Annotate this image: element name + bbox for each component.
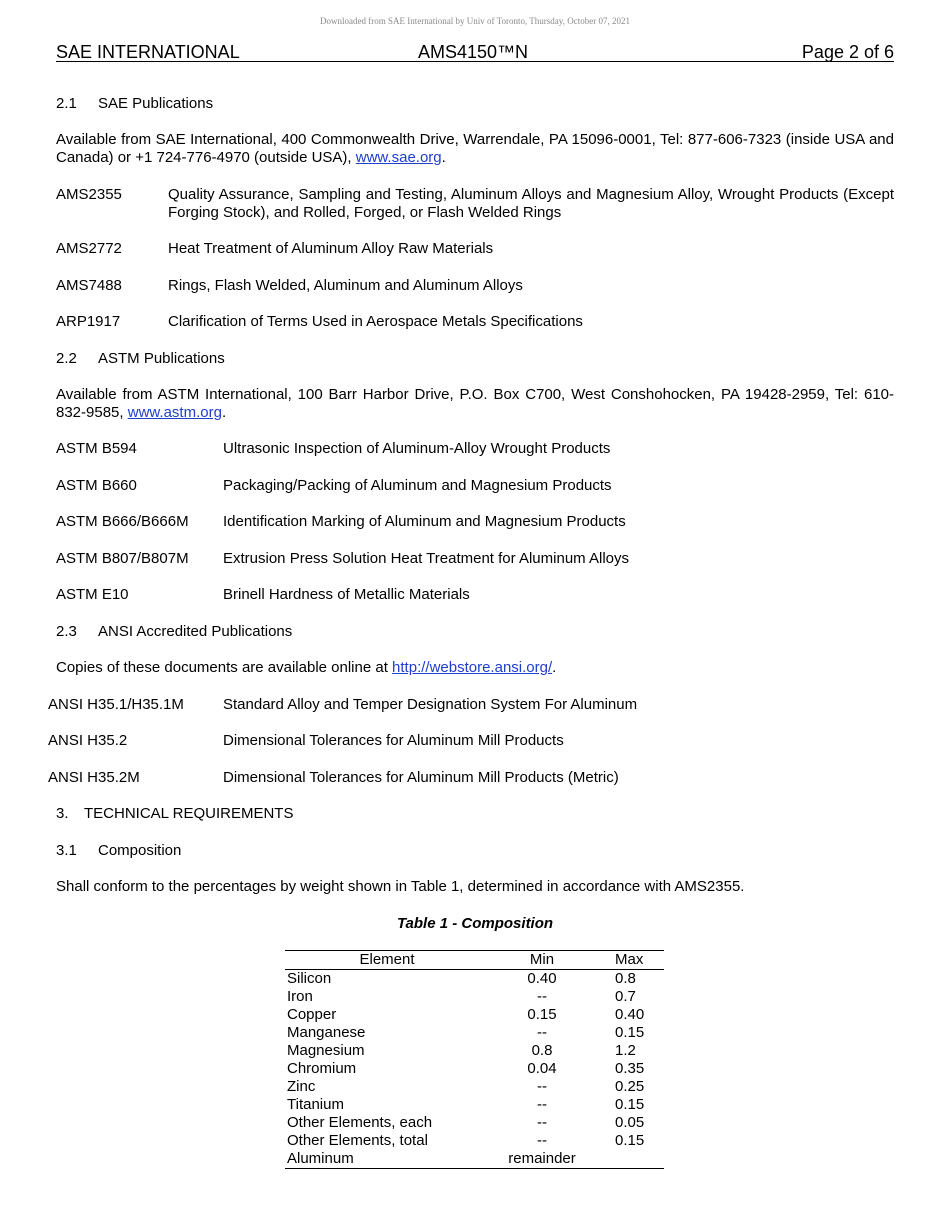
ref-title: Quality Assurance, Sampling and Testing, Aluminum Alloys and Magnesium Alloy, Wrought Products (Except Forging Stock), and Rolled, Forged, or Flash Welded Rings bbox=[168, 186, 894, 221]
header-rule bbox=[56, 61, 894, 62]
astm-link[interactable]: www.astm.org bbox=[127, 404, 222, 421]
cell-max: 0.40 bbox=[615, 1006, 645, 1023]
section-title: TECHNICAL REQUIREMENTS bbox=[84, 805, 294, 822]
ref-title: Ultrasonic Inspection of Aluminum-Alloy Wrought Products bbox=[223, 440, 611, 457]
cell-min: -- bbox=[537, 988, 547, 1005]
table-caption: Table 1 - Composition bbox=[396, 915, 554, 932]
ref-code: ANSI H35.2 bbox=[48, 732, 128, 749]
cell-max bbox=[597, 1150, 664, 1169]
cell-element: Other Elements, total bbox=[287, 1132, 428, 1149]
period: . bbox=[552, 659, 557, 676]
cell-element: Chromium bbox=[287, 1060, 357, 1077]
cell-min: -- bbox=[537, 1132, 547, 1149]
period: . bbox=[441, 149, 446, 166]
header-element: Element bbox=[359, 951, 415, 968]
table-row bbox=[285, 1060, 664, 1078]
ref-code: ARP1917 bbox=[56, 313, 121, 330]
table-row bbox=[285, 1078, 664, 1096]
table-row bbox=[285, 988, 664, 1006]
ref-title: Heat Treatment of Aluminum Alloy Raw Materials bbox=[168, 240, 494, 257]
section-3-1-heading bbox=[56, 842, 181, 860]
header-doc-number: AMS4150™N bbox=[418, 42, 529, 62]
cell-min: 0.40 bbox=[527, 970, 557, 987]
table-row bbox=[285, 1024, 664, 1042]
cell-element: Silicon bbox=[287, 970, 332, 987]
availability-text: Available from ASTM International, 100 Barr Harbor Drive, P.O. Box C700, West Conshohocken, PA 19428-2959, Tel: 610-832-9585, bbox=[56, 386, 894, 421]
cell-element: Magnesium bbox=[287, 1042, 365, 1059]
availability-text: Available from SAE International, 400 Commonwealth Drive, Warrendale, PA 15096-0001, Tel: 877-606-7323 (inside USA and Canada) or +1 724-776-4970 (outside USA), bbox=[56, 131, 894, 166]
cell-max: 0.25 bbox=[615, 1078, 645, 1095]
ref-code: ASTM B594 bbox=[56, 440, 137, 457]
section-2-2-heading bbox=[56, 350, 225, 368]
cell-min: 0.15 bbox=[527, 1006, 557, 1023]
table-row bbox=[285, 1006, 664, 1024]
cell-element: Aluminum bbox=[287, 1150, 354, 1167]
header-page-number: Page 2 of 6 bbox=[801, 42, 894, 62]
table-row bbox=[285, 970, 664, 989]
header-max: Max bbox=[615, 951, 644, 968]
ref-title: Dimensional Tolerances for Aluminum Mill Products (Metric) bbox=[223, 769, 619, 786]
period: . bbox=[221, 404, 227, 421]
cell-max: 0.35 bbox=[615, 1060, 645, 1077]
cell-max: 1.2 bbox=[615, 1042, 636, 1059]
cell-max: 0.15 bbox=[615, 1024, 645, 1041]
table-row bbox=[285, 1042, 664, 1060]
composition-paragraph: Shall conform to the percentages by weight shown in Table 1, determined in accordance with AMS2355. bbox=[56, 878, 745, 895]
cell-min: 0.04 bbox=[527, 1060, 557, 1077]
cell-min: -- bbox=[537, 1078, 547, 1095]
ref-code: ASTM B660 bbox=[56, 477, 137, 494]
table-row bbox=[285, 1096, 664, 1114]
section-number: 2.1 bbox=[56, 95, 77, 112]
section-2-1-heading bbox=[56, 95, 213, 113]
ansi-link[interactable]: http://webstore.ansi.org/ bbox=[392, 659, 553, 676]
ref-title: Packaging/Packing of Aluminum and Magnesium Products bbox=[223, 477, 612, 494]
table-row bbox=[285, 1132, 664, 1150]
ref-title: Brinell Hardness of Metallic Materials bbox=[223, 586, 470, 603]
ref-title: Rings, Flash Welded, Aluminum and Aluminum Alloys bbox=[168, 277, 523, 294]
table-row bbox=[285, 1150, 664, 1169]
ref-code: ASTM E10 bbox=[56, 586, 129, 603]
ref-code: ASTM B807/B807M bbox=[56, 550, 189, 567]
ansi-availability-paragraph bbox=[56, 659, 556, 677]
cell-min: -- bbox=[537, 1096, 547, 1113]
cell-max: 0.05 bbox=[615, 1114, 645, 1131]
cell-element: Iron bbox=[287, 988, 313, 1005]
cell-max: 0.15 bbox=[615, 1132, 645, 1149]
header-min: Min bbox=[529, 951, 555, 968]
ref-title: Extrusion Press Solution Heat Treatment for Aluminum Alloys bbox=[223, 550, 630, 567]
table-header-row bbox=[285, 951, 664, 970]
sae-availability-paragraph bbox=[56, 131, 894, 167]
section-number: 3.1 bbox=[56, 842, 77, 859]
section-number: 3. bbox=[56, 805, 69, 822]
ref-code: ANSI H35.1/H35.1M bbox=[48, 696, 184, 713]
section-2-3-heading bbox=[56, 623, 292, 641]
cell-element: Zinc bbox=[287, 1078, 316, 1095]
cell-min: -- bbox=[537, 1114, 547, 1131]
section-3-heading bbox=[56, 805, 293, 823]
section-title: SAE Publications bbox=[98, 95, 214, 112]
section-title: ANSI Accredited Publications bbox=[98, 623, 293, 640]
cell-max: 0.8 bbox=[615, 970, 636, 987]
ref-code: AMS2772 bbox=[56, 240, 122, 257]
cell-element: Manganese bbox=[287, 1024, 366, 1041]
section-number: 2.2 bbox=[56, 350, 77, 367]
astm-availability-paragraph bbox=[56, 386, 894, 422]
section-number: 2.3 bbox=[56, 623, 77, 640]
sae-link[interactable]: www.sae.org bbox=[355, 149, 442, 166]
composition-table bbox=[285, 950, 664, 1169]
cell-max: 0.7 bbox=[615, 988, 636, 1005]
cell-element: Titanium bbox=[287, 1096, 344, 1113]
cell-min: remainder bbox=[508, 1150, 576, 1167]
ref-code: ANSI H35.2M bbox=[48, 769, 140, 786]
ref-title: Standard Alloy and Temper Designation System For Aluminum bbox=[223, 696, 638, 713]
table-row bbox=[285, 1114, 664, 1132]
ref-code: AMS2355 bbox=[56, 186, 122, 203]
header-org: SAE INTERNATIONAL bbox=[56, 42, 240, 62]
ref-title: Dimensional Tolerances for Aluminum Mill Products bbox=[223, 732, 564, 749]
ref-title: Identification Marking of Aluminum and Magnesium Products bbox=[223, 513, 626, 530]
cell-min: -- bbox=[537, 1024, 547, 1041]
ref-title: Clarification of Terms Used in Aerospace Metals Specifications bbox=[168, 313, 583, 330]
section-title: ASTM Publications bbox=[98, 350, 225, 367]
download-watermark: Downloaded from SAE International by Univ of Toronto, Thursday, October 07, 2021 bbox=[320, 16, 630, 26]
cell-element: Other Elements, each bbox=[287, 1114, 433, 1131]
ref-code: ASTM B666/B666M bbox=[56, 513, 189, 530]
availability-text: Copies of these documents are available online at bbox=[56, 659, 393, 676]
cell-max: 0.15 bbox=[615, 1096, 645, 1113]
cell-min: 0.8 bbox=[531, 1042, 553, 1059]
cell-element: Copper bbox=[287, 1006, 337, 1023]
section-title: Composition bbox=[98, 842, 182, 859]
ref-code: AMS7488 bbox=[56, 277, 122, 294]
